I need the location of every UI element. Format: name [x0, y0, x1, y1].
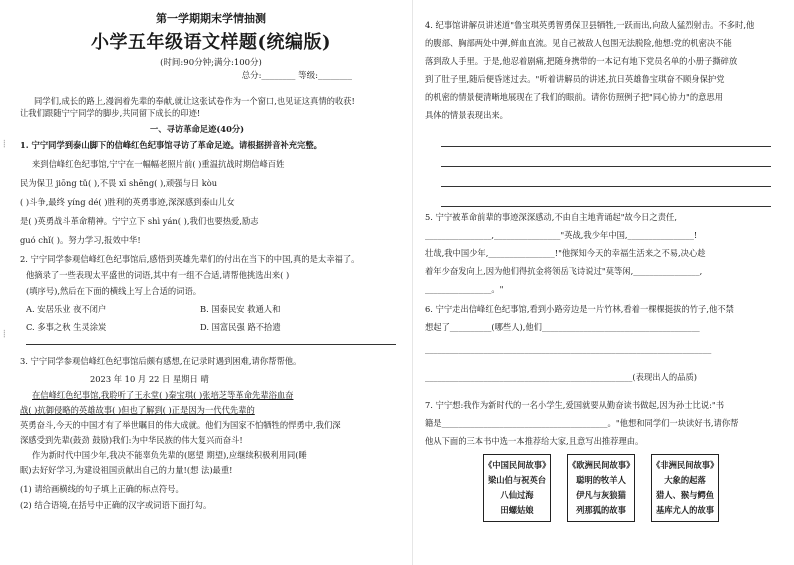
question-4-line: 的机密的情景便清晰地展现在了我们的眼前。请你仿照例子把"同心协力"的意思用 — [425, 92, 724, 102]
question-1-line: 是( )英勇战斗革命精神。宁宁立下 shì yán( ),我们也要热爱,励志 — [20, 216, 259, 226]
book-story: 八仙过海 — [500, 490, 534, 500]
sub-question: (1) 请给画横线的句子填上正确的标点符号。 — [20, 484, 184, 494]
diary-line: 深感受到先辈(鼓劲 鼓励)我们:为中华民族的伟大复兴而奋斗! — [20, 435, 243, 445]
question-4-line: 具体的情景表现出来。 — [425, 110, 508, 120]
question-2: 2. 宁宁同学参观信峰红色纪事馆后,感悟到英雄先辈们的付出在当下的中国,真的是太幸福了。 — [20, 254, 360, 264]
question-2-line: 他摘录了一些表现太平盛世的词语,其中有一组不合适,请帮他挑选出来( ) — [26, 270, 290, 280]
question-7-line: 他从下面的三本书中选一本推荐给大家,且意写出推荐理由。 — [425, 436, 644, 446]
binding-mark: ┊ — [2, 140, 7, 148]
intro-line: 让我们跟随宁宁同学的脚步,共同留下成长的印迹! — [20, 108, 201, 118]
answer-line[interactable] — [441, 146, 771, 147]
book-story: 基库尤人的故事 — [655, 505, 715, 515]
book-story: 田螺姑娘 — [500, 505, 534, 515]
diary-line: 英勇奋斗,今天的中国才有了举世瞩目的伟大成就。他们为国家不怕牺牲的悍勇中,我们深 — [20, 420, 341, 430]
option-b: B. 国泰民安 救通人和 — [200, 304, 281, 314]
question-1-line: 来到信峰红色纪事馆,宁宁在一幅幅老照片前( )重温抗战时期信峰百姓 — [32, 159, 285, 169]
answer-line[interactable] — [441, 166, 771, 167]
question-1: 1. 宁宁同学到泰山脚下的信峰红色纪事馆寻访了革命足迹。请根据拼音补充完整。 — [20, 140, 322, 150]
option-a: A. 安居乐业 夜不闭户 — [26, 304, 107, 314]
intro-line: 同学们,成长的路上,漫润着先辈的奉献,就让这张试卷作为一个窗口,也见证这真情的收获! — [34, 96, 355, 106]
exam-title: 小学五年级语文样题(统编版) — [90, 32, 332, 53]
question-2-line: (填序号),然后在下面的横线上写上合适的词语。 — [26, 286, 202, 296]
book-story: 大象的起落 — [664, 475, 706, 485]
page-divider — [412, 0, 413, 565]
question-6-line: __________________________________________________(表现出人的品质) — [425, 372, 697, 382]
question-1-line: ( )斗争,最终 yíng dé( )胜利的英勇事迹,深深感到泰山儿女 — [20, 197, 235, 207]
question-5-line: ________________。" — [425, 284, 504, 294]
question-5-line: 着年少奋发向上,因为他们得抗金将领岳飞诗说过"莫等闲,________________, — [425, 266, 703, 276]
diary-line: 作为新时代中国少年,我决不能辜负先辈的(愿望 期望),应继续积极利用同(睡 — [32, 450, 307, 460]
exam-header — [20, 10, 402, 81]
question-5: 5. 宁宁被革命前辈的事迹深深感动,不由自主地背诵起"故今日之责任, — [425, 212, 677, 222]
sub-question: (2) 结合语境,在括号中正确的汉字或词语下面打勾。 — [20, 500, 212, 510]
diary-line: 眠)去好好学习,为建设祖国贡献出自己的力量!(想 法)最重! — [20, 465, 233, 475]
book-title: 《非洲民间故事》 — [652, 460, 719, 470]
question-3: 3. 宁宁同学参观信峰红色纪事馆后颇有感想,在记录时遇到困难,请你帮帮他。 — [20, 356, 302, 366]
option-d: D. 国富民强 路不拾遗 — [200, 322, 281, 332]
question-4: 4. 纪事馆讲解员讲述道"鲁宝琪英勇智勇保卫县牺牲,一跃而出,向敌人猛烈射击。不多时,他 — [425, 20, 755, 30]
score-line: 总分:________ 等级:________ — [241, 71, 352, 81]
question-6-line: _____________________________________________________________________ — [425, 344, 712, 354]
question-6: 6. 宁宁走出信峰红色纪事馆,看到小路旁边是一片竹林,看着一棵棵挺拔的竹子,他不禁 — [425, 304, 734, 314]
question-7: 7. 宁宁想:我作为新时代的一名小学生,爱国就要从勤奋读书做起,因为孙士比说:"书 — [425, 400, 725, 410]
book-story: 梁山伯与祝英台 — [487, 475, 547, 485]
book-story: 聪明的牧羊人 — [576, 475, 626, 485]
book-title: 《欧洲民间故事》 — [568, 460, 635, 470]
question-5-line: 壮哉,我中国少年,________________!"他探知今天的幸福生活来之不易,决心趁 — [425, 248, 706, 258]
book-card[interactable] — [567, 454, 635, 522]
question-1-line: guó chǐ( )。努力学习,报效中华! — [20, 235, 141, 245]
question-7-line: 籍是________________________________________。"他想和同学们一块读好书,请你帮 — [425, 418, 739, 428]
diary-line: 战( )抗御侵略的英雄故事( )但也了解到( )正是因为一代代先辈的 — [20, 405, 255, 415]
answer-line[interactable] — [441, 206, 771, 207]
section-heading: 一、寻访革命足迹(40分) — [150, 124, 245, 134]
book-card[interactable] — [651, 454, 719, 522]
question-4-line: 落到敌人手里。于是,他忍着剧痛,把随身携带的一本记有地下党员名单的小册子撕碎放 — [425, 56, 738, 66]
question-1-line: 民为保卫 jiōng tǔ( ),不畏 xī shēng( ),顽强与日 kòu — [20, 178, 218, 188]
diary-date: 2023 年 10 月 22 日 星期日 晴 — [90, 374, 209, 384]
book-story: 猎人、猴与鳄鱼 — [655, 490, 715, 500]
exam-subtitle: 第一学期期末学情抽测 — [156, 12, 266, 25]
binding-mark: ┊ — [2, 330, 7, 338]
diary-line: 在信峰红色纪事馆,我聆听了王永堂( )秦宝琪( )张培芝等革命先辈浴血奋 — [32, 390, 294, 400]
question-4-line: 的腹部、胸部两处中弹,鲜血直流。见自己被敌人包围无法脱险,他想:党的机密决不能 — [425, 38, 732, 48]
answer-line[interactable] — [441, 186, 771, 187]
book-card[interactable] — [483, 454, 551, 522]
book-title: 《中国民间故事》 — [484, 460, 551, 470]
question-5-line: ________________,________________"英战,我少年中国,________________! — [425, 230, 698, 240]
question-4-line: 到了肚子里,随后便昏迷过去。"听着讲解员的讲述,抗日英雄鲁宝琪奋不顾身保护党 — [425, 74, 725, 84]
option-c: C. 多事之秋 生灵涂炭 — [26, 322, 107, 332]
question-6-line: 想起了__________(哪些人),他们______________________________________ — [425, 322, 700, 332]
book-story: 列那狐的故事 — [576, 505, 626, 515]
book-story: 伊凡与灰狼猫 — [576, 490, 626, 500]
exam-meta: (时间:90分钟;满分:100分) — [160, 58, 262, 68]
answer-line[interactable] — [26, 344, 396, 345]
